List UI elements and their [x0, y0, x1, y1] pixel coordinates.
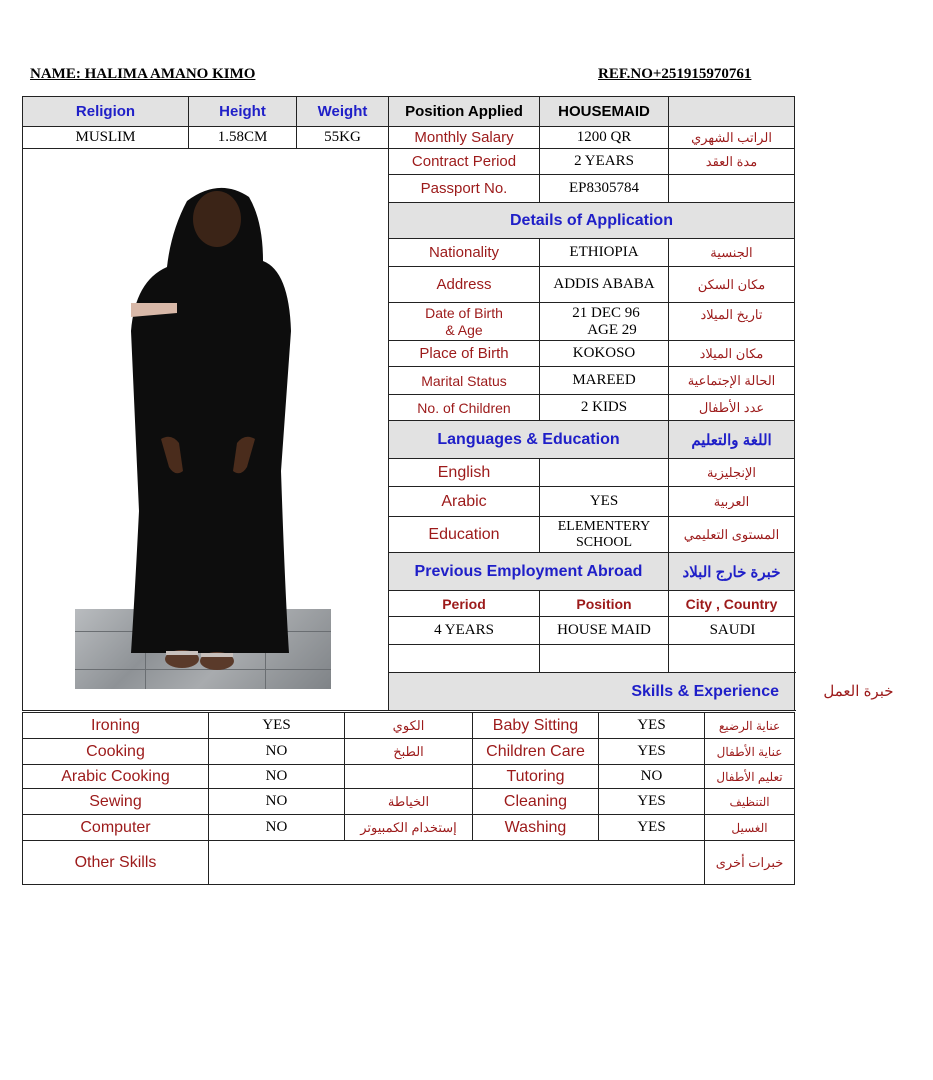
- english-arabic: الإنجليزية: [669, 459, 795, 487]
- skill-value: YES: [209, 713, 345, 739]
- skills-table: [22, 712, 795, 885]
- age-value: AGE 29: [587, 321, 637, 338]
- skill-arabic: الخياطة: [345, 789, 473, 815]
- skill-row: [23, 789, 795, 815]
- languages-title-arabic: اللغة والتعليم: [669, 421, 795, 459]
- education-value-line2: SCHOOL: [575, 534, 632, 550]
- children-arabic: عدد الأطفال: [669, 395, 795, 421]
- skill-arabic: عناية الرضيع: [705, 713, 795, 739]
- skill-label: Computer: [23, 815, 209, 841]
- address-value: ADDIS ABABA: [540, 267, 669, 303]
- skill-label: Tutoring: [473, 765, 599, 789]
- skill-value: YES: [599, 789, 705, 815]
- religion-label: Religion: [23, 97, 189, 127]
- height-label: Height: [189, 97, 297, 127]
- employment-period-header: Period: [389, 591, 540, 617]
- candidate-photo-cell: [23, 149, 389, 711]
- skill-value: NO: [209, 815, 345, 841]
- skill-arabic: الغسيل: [705, 815, 795, 841]
- contract-period-arabic: مدة العقد: [669, 149, 795, 175]
- other-skills-row: [23, 841, 795, 885]
- religion-value: MUSLIM: [23, 127, 189, 149]
- weight-label: Weight: [297, 97, 389, 127]
- contract-period-value: 2 YEARS: [540, 149, 669, 175]
- reference-number: REF.NO+251915970761: [598, 66, 752, 82]
- pob-label: Place of Birth: [389, 341, 540, 367]
- skill-value: NO: [599, 765, 705, 789]
- skill-arabic: تعليم الأطفال: [705, 765, 795, 789]
- employment-position-header: Position: [540, 591, 669, 617]
- skill-arabic: عناية الأطفال: [705, 739, 795, 765]
- skill-value: YES: [599, 815, 705, 841]
- marital-value: MAREED: [540, 367, 669, 395]
- skill-row: [23, 713, 795, 739]
- empty-cell: [669, 175, 795, 203]
- address-arabic: مكان السكن: [669, 267, 795, 303]
- skill-arabic: الكوي: [345, 713, 473, 739]
- other-skills-label: Other Skills: [23, 841, 209, 885]
- candidate-name: NAME: HALIMA AMANO KIMO: [30, 66, 256, 82]
- skill-label: Children Care: [473, 739, 599, 765]
- pob-value: KOKOSO: [540, 341, 669, 367]
- dob-value: [540, 303, 669, 341]
- skill-label: Sewing: [23, 789, 209, 815]
- dob-label-line2: & Age: [445, 321, 483, 338]
- marital-arabic: الحالة الإجتماعية: [669, 367, 795, 395]
- skill-value: YES: [599, 739, 705, 765]
- arabic-label: Arabic: [389, 487, 540, 517]
- skill-arabic: إستخدام الكمبيوتر: [345, 815, 473, 841]
- nationality-value: ETHIOPIA: [540, 239, 669, 267]
- position-applied-label: Position Applied: [389, 97, 540, 127]
- children-label: No. of Children: [389, 395, 540, 421]
- employment-position: HOUSE MAID: [540, 617, 669, 645]
- employment-title-arabic: خبرة خارج البلاد: [669, 553, 795, 591]
- dob-date: 21 DEC 96: [572, 304, 640, 321]
- skill-value: NO: [209, 789, 345, 815]
- passport-label: Passport No.: [389, 175, 540, 203]
- employment-city-header: City , Country: [669, 591, 795, 617]
- empty-cell: [669, 97, 795, 127]
- monthly-salary-value: 1200 QR: [540, 127, 669, 149]
- contract-period-label: Contract Period: [389, 149, 540, 175]
- skill-label: Arabic Cooking: [23, 765, 209, 789]
- skill-value: NO: [209, 765, 345, 789]
- pob-arabic: مكان الميلاد: [669, 341, 795, 367]
- skill-value: NO: [209, 739, 345, 765]
- education-arabic: المستوى التعليمي: [669, 517, 795, 553]
- person-figure: [27, 171, 391, 689]
- skill-row: [23, 739, 795, 765]
- skill-label: Baby Sitting: [473, 713, 599, 739]
- skills-title-cell: [389, 673, 894, 711]
- skill-arabic: [345, 765, 473, 789]
- nationality-label: Nationality: [389, 239, 540, 267]
- english-label: English: [389, 459, 540, 487]
- education-value-line1: ELEMENTERY: [557, 518, 651, 534]
- marital-label: Marital Status: [389, 367, 540, 395]
- details-title: Details of Application: [389, 203, 795, 239]
- skill-arabic: الطبخ: [345, 739, 473, 765]
- dob-label-line1: Date of Birth: [425, 304, 503, 321]
- height-value: 1.58CM: [189, 127, 297, 149]
- nationality-arabic: الجنسية: [669, 239, 795, 267]
- skill-arabic: التنظيف: [705, 789, 795, 815]
- empty-cell: [669, 645, 795, 673]
- employment-country: SAUDI: [669, 617, 795, 645]
- monthly-salary-label: Monthly Salary: [389, 127, 540, 149]
- skills-title: Skills & Experience: [631, 683, 779, 700]
- weight-value: 55KG: [297, 127, 389, 149]
- skills-title-arabic: خبرة العمل: [823, 683, 894, 700]
- skill-label: Cleaning: [473, 789, 599, 815]
- skill-value: YES: [599, 713, 705, 739]
- monthly-salary-arabic: الراتب الشهري: [669, 127, 795, 149]
- employment-period: 4 YEARS: [389, 617, 540, 645]
- skill-label: Cooking: [23, 739, 209, 765]
- education-value: [540, 517, 669, 553]
- position-applied-value: HOUSEMAID: [540, 97, 669, 127]
- contract-period-row: [23, 149, 795, 175]
- empty-cell: [389, 645, 540, 673]
- languages-title: Languages & Education: [389, 421, 669, 459]
- children-value: 2 KIDS: [540, 395, 669, 421]
- employment-title: Previous Employment Abroad: [389, 553, 669, 591]
- education-label: Education: [389, 517, 540, 553]
- passport-value: EP8305784: [540, 175, 669, 203]
- arabic-value: YES: [540, 487, 669, 517]
- empty-cell: [540, 645, 669, 673]
- address-label: Address: [389, 267, 540, 303]
- english-value: [540, 459, 669, 487]
- other-skills-value: [209, 841, 705, 885]
- dob-arabic: تاريخ الميلاد: [669, 303, 795, 341]
- salary-row: [23, 127, 795, 149]
- skill-label: Ironing: [23, 713, 209, 739]
- skill-row: [23, 765, 795, 789]
- skill-row: [23, 815, 795, 841]
- application-table: [22, 96, 894, 711]
- header-row: [23, 97, 795, 127]
- skill-label: Washing: [473, 815, 599, 841]
- arabic-arabic: العربية: [669, 487, 795, 517]
- other-skills-arabic: خبرات أخرى: [705, 841, 795, 885]
- candidate-photo: [27, 171, 391, 689]
- dob-label: [389, 303, 540, 341]
